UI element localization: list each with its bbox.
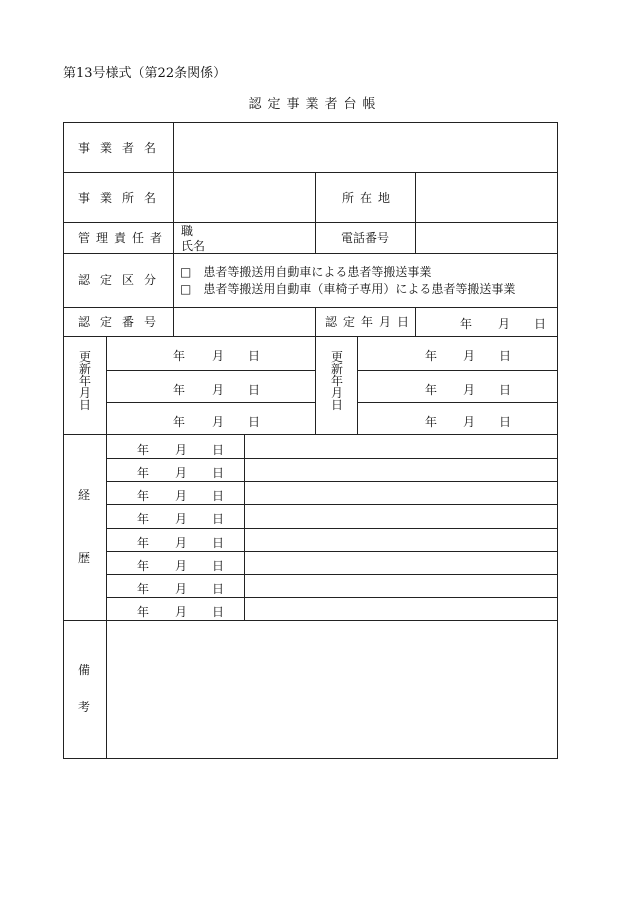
renewal-row-divider	[357, 402, 558, 403]
row-divider	[63, 336, 558, 337]
label-person-name: 氏名	[181, 239, 206, 253]
column-divider	[415, 172, 416, 253]
document-title: 認定事業者台帳	[248, 97, 382, 112]
month-unit: 月	[212, 383, 225, 397]
day-unit: 日	[212, 466, 225, 480]
year-unit: 年	[137, 466, 150, 480]
month-unit: 月	[175, 443, 188, 457]
year-unit: 年	[137, 489, 150, 503]
month-unit: 月	[212, 349, 225, 363]
label-job-title: 職	[181, 224, 194, 238]
label-renewal-date-left: 更新年月日	[78, 350, 91, 412]
history-date-1	[106, 441, 244, 455]
cert-date-value	[415, 315, 558, 329]
row-divider	[63, 253, 558, 254]
year-unit: 年	[137, 582, 150, 596]
year-unit: 年	[137, 512, 150, 526]
label-history-2: 歴	[78, 551, 91, 565]
year-unit: 年	[425, 349, 438, 363]
history-date-8	[106, 603, 244, 617]
month-unit: 月	[175, 466, 188, 480]
label-location: 所在地	[342, 191, 397, 205]
month-unit: 月	[175, 489, 188, 503]
month-unit: 月	[463, 415, 476, 429]
day-unit: 日	[212, 582, 225, 596]
column-divider	[315, 307, 316, 336]
year-unit: 年	[425, 383, 438, 397]
day-unit: 日	[499, 415, 512, 429]
day-unit: 日	[212, 559, 225, 573]
history-date-6	[106, 557, 244, 571]
year-unit: 年	[173, 415, 186, 429]
renewal-row-divider	[106, 402, 315, 403]
label-business-name: 事業者名	[78, 141, 167, 155]
renewal-date-6	[357, 413, 558, 427]
year-unit: 年	[137, 536, 150, 550]
column-divider	[244, 434, 245, 620]
label-remarks-1: 備	[78, 663, 91, 677]
month-unit: 月	[175, 512, 188, 526]
year-unit: 年	[460, 317, 473, 331]
day-unit: 日	[212, 605, 225, 619]
day-unit: 日	[212, 536, 225, 550]
month-unit: 月	[175, 582, 188, 596]
label-category: 認定区分	[78, 273, 167, 287]
history-date-3	[106, 487, 244, 501]
column-divider	[173, 307, 174, 336]
year-unit: 年	[425, 415, 438, 429]
month-unit: 月	[212, 415, 225, 429]
row-divider	[63, 307, 558, 308]
label-phone: 電話番号	[341, 231, 390, 245]
renewal-date-4	[357, 347, 558, 361]
year-unit: 年	[173, 349, 186, 363]
renewal-row-divider	[357, 370, 558, 371]
day-unit: 日	[212, 489, 225, 503]
history-row-divider	[106, 504, 558, 505]
category-option-1[interactable]: □ 患者等搬送用自動車による患者等搬送事業	[180, 265, 432, 279]
history-row-divider	[106, 574, 558, 575]
year-unit: 年	[137, 443, 150, 457]
day-unit: 日	[248, 349, 261, 363]
day-unit: 日	[534, 317, 547, 331]
history-row-divider	[106, 458, 558, 459]
row-divider	[63, 620, 558, 621]
year-unit: 年	[137, 605, 150, 619]
history-row-divider	[106, 597, 558, 598]
row-divider	[63, 434, 558, 435]
column-divider	[315, 336, 316, 434]
history-row-divider	[106, 481, 558, 482]
month-unit: 月	[175, 559, 188, 573]
day-unit: 日	[248, 415, 261, 429]
label-history-1: 経	[78, 488, 91, 502]
history-row-divider	[106, 551, 558, 552]
month-unit: 月	[463, 383, 476, 397]
history-date-5	[106, 534, 244, 548]
label-cert-date: 認定年月日	[325, 315, 416, 329]
row-divider	[63, 172, 558, 173]
history-row-divider	[106, 528, 558, 529]
label-office-name: 事業所名	[78, 191, 167, 205]
day-unit: 日	[212, 512, 225, 526]
row-divider	[63, 222, 558, 223]
renewal-date-2	[106, 381, 315, 395]
month-unit: 月	[175, 536, 188, 550]
label-remarks-2: 考	[78, 700, 91, 714]
column-divider	[173, 122, 174, 307]
renewal-row-divider	[106, 370, 315, 371]
day-unit: 日	[212, 443, 225, 457]
day-unit: 日	[248, 383, 261, 397]
history-date-4	[106, 510, 244, 524]
label-renewal-date-right: 更新年月日	[330, 350, 343, 412]
label-cert-number: 認定番号	[78, 315, 167, 329]
day-unit: 日	[499, 383, 512, 397]
renewal-date-5	[357, 381, 558, 395]
month-unit: 月	[498, 317, 511, 331]
column-divider	[315, 172, 316, 253]
category-option-2[interactable]: □ 患者等搬送用自動車（車椅子専用）による患者等搬送事業	[180, 282, 516, 296]
month-unit: 月	[175, 605, 188, 619]
month-unit: 月	[463, 349, 476, 363]
year-unit: 年	[173, 383, 186, 397]
history-date-2	[106, 464, 244, 478]
renewal-date-3	[106, 413, 315, 427]
day-unit: 日	[499, 349, 512, 363]
history-date-7	[106, 580, 244, 594]
renewal-date-1	[106, 347, 315, 361]
year-unit: 年	[137, 559, 150, 573]
label-manager: 管理責任者	[78, 231, 169, 245]
form-number: 第13号様式（第22条関係）	[63, 66, 227, 81]
